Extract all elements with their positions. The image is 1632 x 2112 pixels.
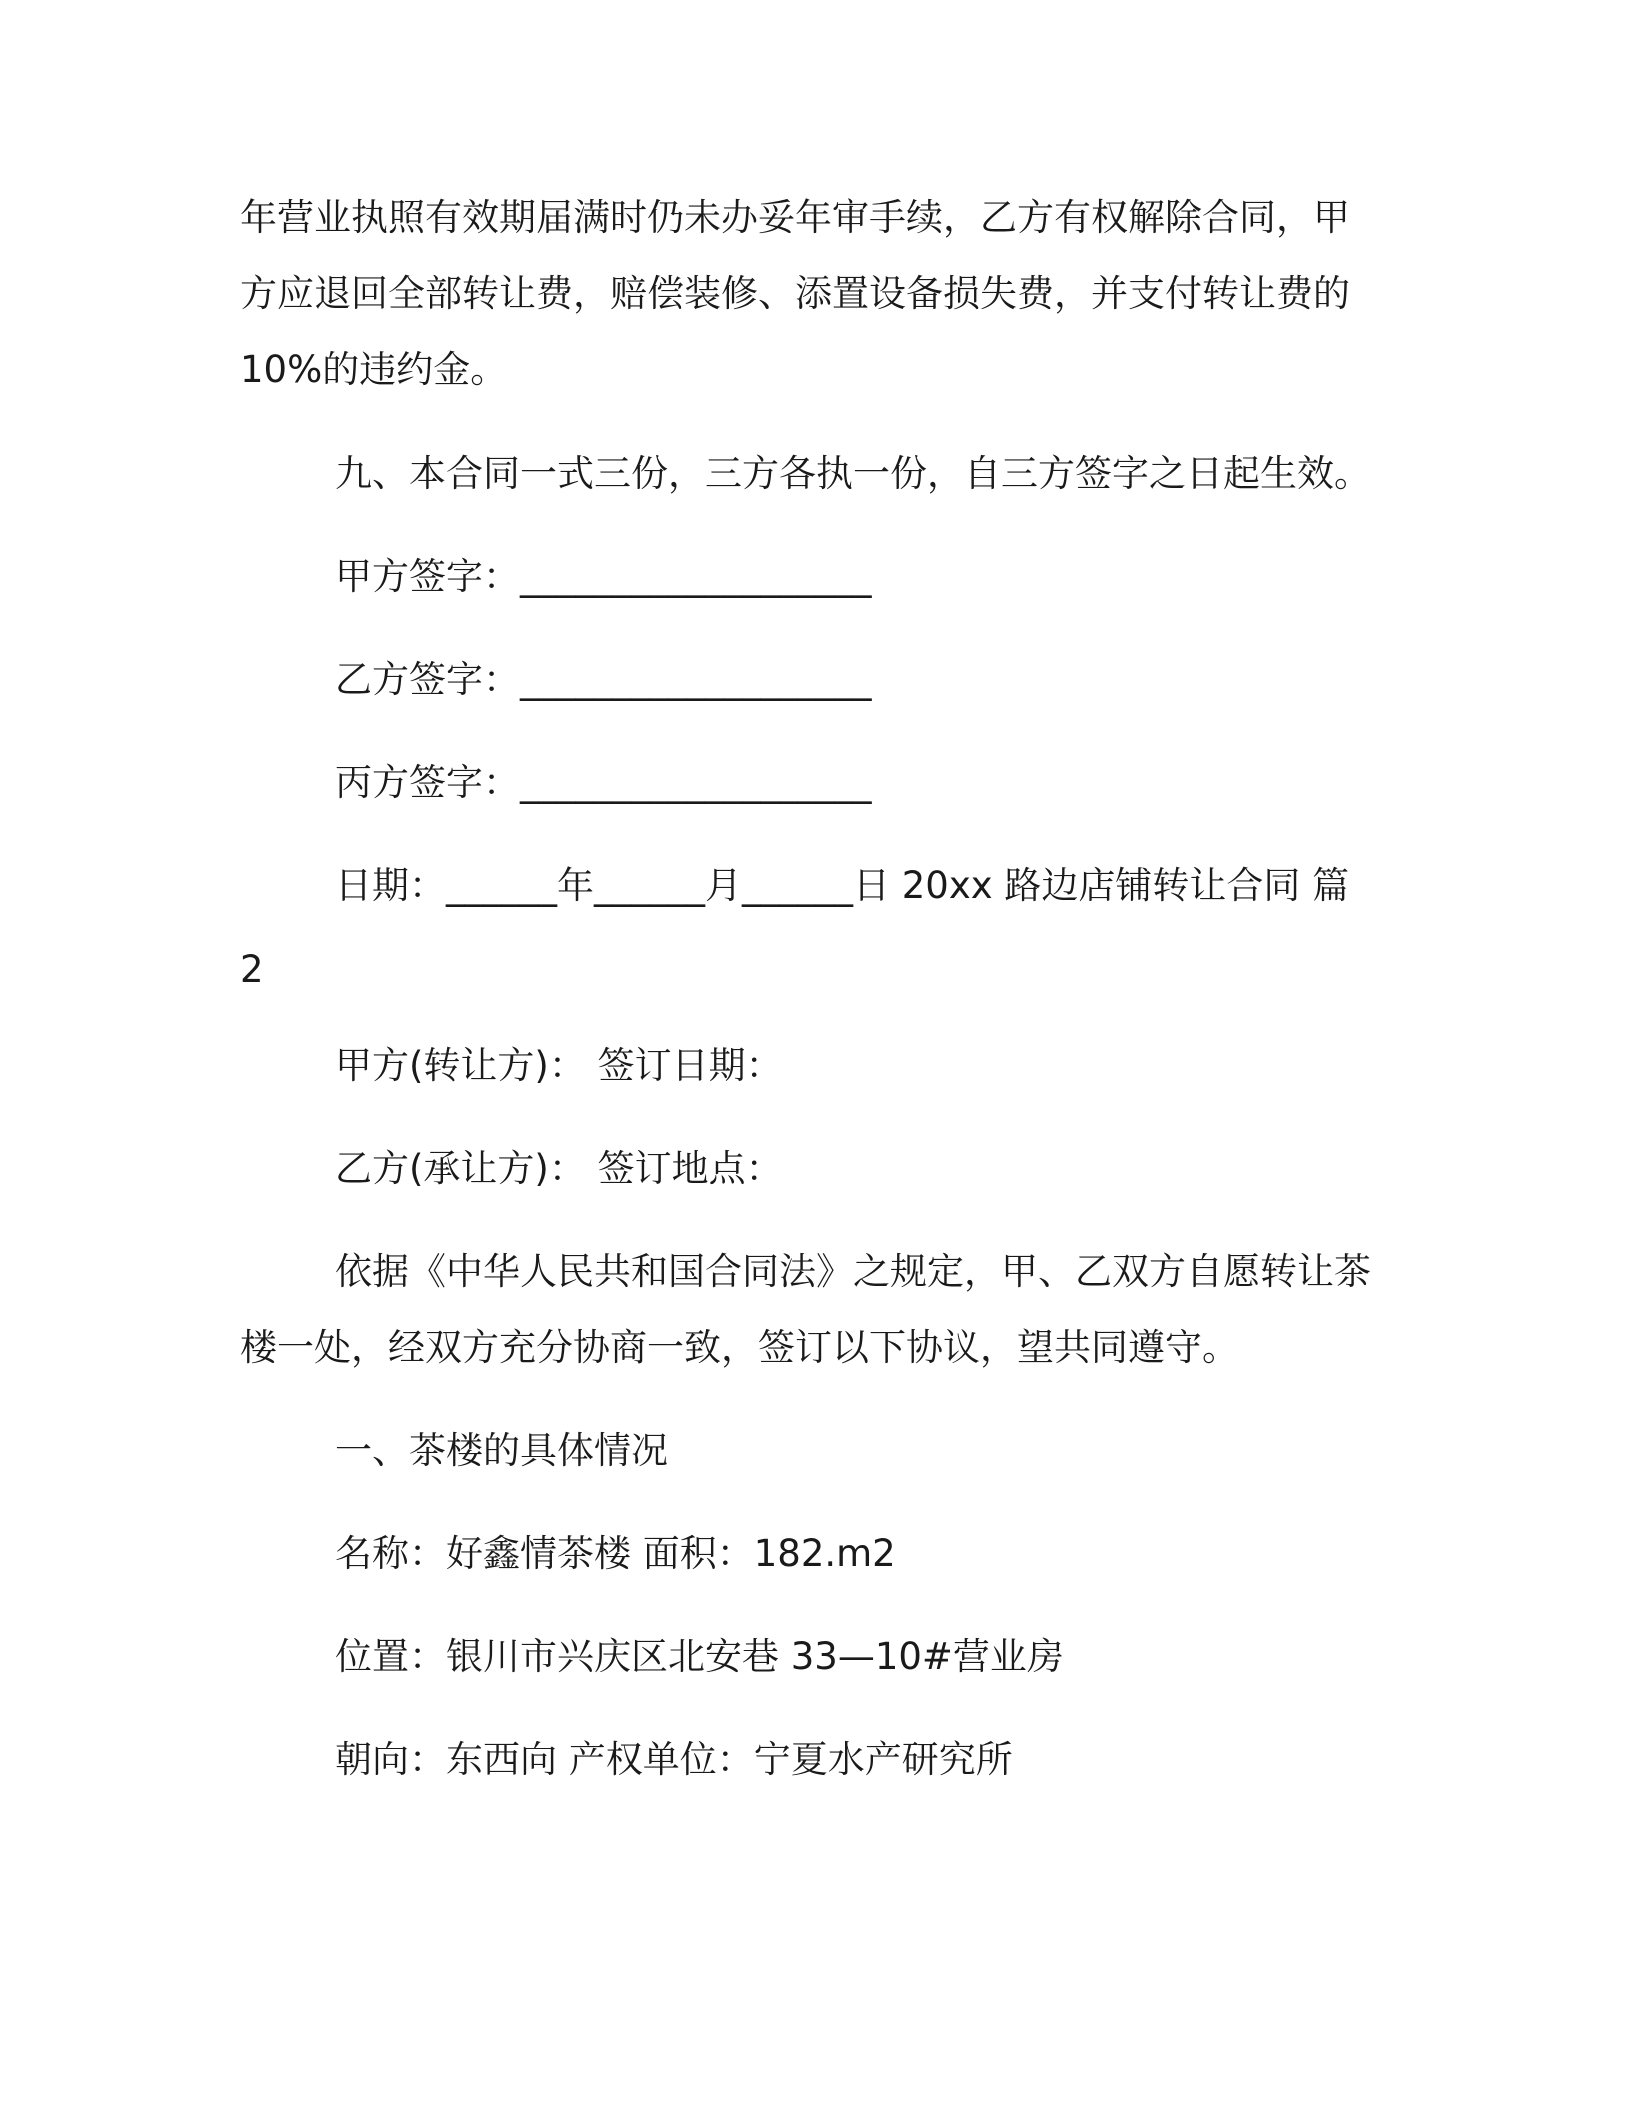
signature-party-b: 乙方签字：___________________ (335, 658, 872, 701)
orientation-owner-line: 朝向：东西向 产权单位：宁夏水产研究所 (335, 1738, 1013, 1781)
clause9: 九、本合同一式三份，三方各执一份，自三方签字之日起生效。 (335, 452, 1371, 495)
clause8-line-3: 10%的违约金。 (240, 348, 508, 391)
section-number: 2 (240, 948, 264, 991)
section1-title: 一、茶楼的具体情况 (335, 1429, 668, 1472)
location-line: 位置：银川市兴庆区北安巷 33—10#营业房 (335, 1635, 1064, 1678)
clause8-line-1: 年营业执照有效期届满时仍未办妥年审手续，乙方有权解除合同，甲 (240, 196, 1350, 239)
transferee-line: 乙方(承让方)： 签订地点： (335, 1147, 783, 1190)
preamble-line-2: 楼一处，经双方充分协商一致，签订以下协议，望共同遵守。 (240, 1326, 1239, 1369)
name-area-line: 名称：好鑫情茶楼 面积：182.m2 (335, 1532, 896, 1575)
signature-party-c: 丙方签字：___________________ (335, 761, 872, 804)
signature-party-a: 甲方签字：___________________ (335, 555, 872, 598)
date-line: 日期：______年______月______日 20xx 路边店铺转让合同 篇 (335, 864, 1350, 907)
clause8-line-2: 方应退回全部转让费，赔偿装修、添置设备损失费，并支付转让费的 (240, 272, 1350, 315)
preamble-line-1: 依据《中华人民共和国合同法》之规定，甲、乙双方自愿转让茶 (335, 1250, 1371, 1293)
transferor-line: 甲方(转让方)： 签订日期： (335, 1044, 783, 1087)
